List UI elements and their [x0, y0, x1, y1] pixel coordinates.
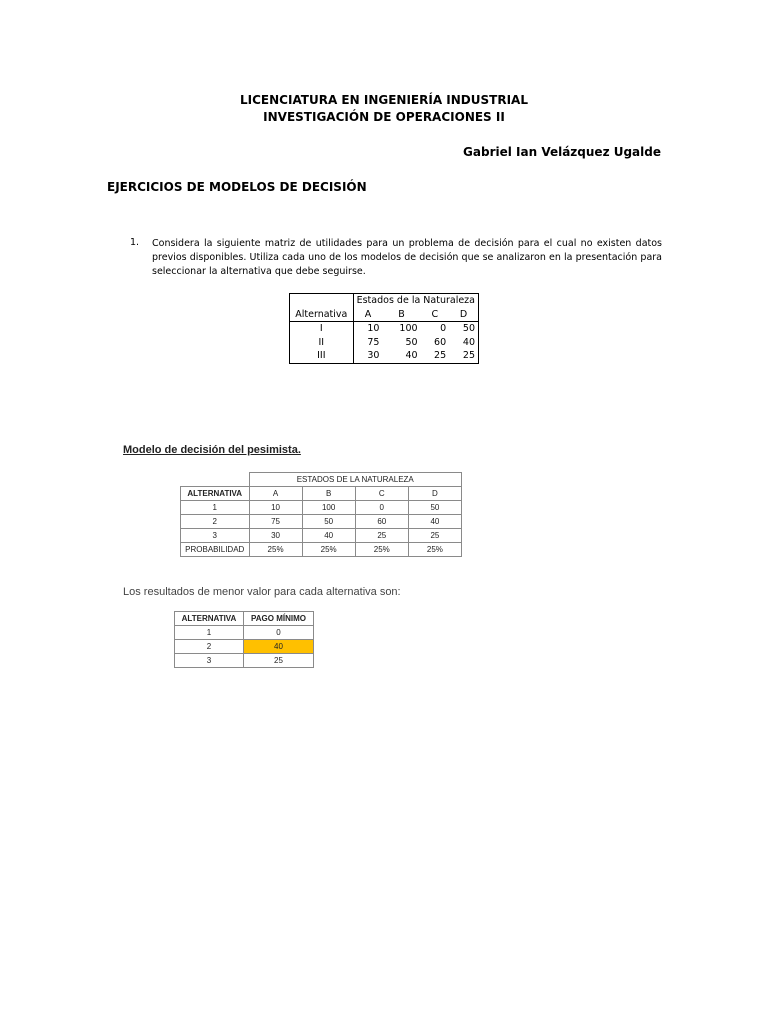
states-header: Estados de la Naturaleza: [356, 295, 475, 307]
table-cell: 25%: [302, 543, 355, 557]
states-header: ESTADOS DE LA NATURALEZA: [249, 473, 462, 487]
column-header: A: [249, 487, 302, 501]
table-cell: 25: [355, 529, 408, 543]
table-cell: 25: [244, 654, 314, 668]
table-cell: 40: [408, 515, 461, 529]
min-payoff-table: [174, 611, 314, 668]
column-header: B: [382, 308, 420, 322]
table-row: [181, 529, 462, 543]
table-cell: 60: [355, 515, 408, 529]
table-cell: 40: [302, 529, 355, 543]
course-title: INVESTIGACIÓN DE OPERACIONES II: [263, 110, 505, 124]
column-header: D: [449, 308, 478, 322]
table-cell: 40: [405, 350, 418, 362]
question-number: 1.: [130, 237, 140, 248]
pago-minimo-header: PAGO MÍNIMO: [244, 612, 314, 626]
table-cell: 100: [399, 323, 418, 335]
column-header: C: [355, 487, 408, 501]
table-cell: 50: [405, 336, 418, 348]
table-header-cell: [290, 294, 354, 308]
table-row: [175, 654, 314, 668]
table-cell: 40: [462, 336, 475, 348]
section-title: EJERCICIOS DE MODELOS DE DECISIÓN: [107, 180, 367, 194]
program-title: LICENCIATURA EN INGENIERÍA INDUSTRIAL: [240, 93, 528, 107]
table-cell: 100: [302, 501, 355, 515]
table-row: [175, 640, 314, 654]
question-text: Considera la siguiente matriz de utilidades para un problema de decisión para el cual no existen datos previos disponibles. Utiliza cada uno de los modelos de decisión que se analizaron en la presentación para seleccionar la alternativa que debe seguirse.: [152, 238, 662, 277]
table-row: [290, 322, 479, 336]
alternativa-header: ALTERNATIVA: [175, 612, 244, 626]
table-cell: 75: [367, 336, 380, 348]
utility-matrix-table: [289, 293, 479, 364]
table-row: [181, 543, 462, 557]
table-cell: 0: [355, 501, 408, 515]
pesimista-table: [180, 472, 462, 557]
row-label: I: [290, 322, 354, 336]
column-header: D: [408, 487, 461, 501]
table-cell: 25%: [408, 543, 461, 557]
table-row: [175, 626, 314, 640]
table-cell: 0: [440, 323, 447, 335]
row-label: 3: [181, 529, 250, 543]
table-cell: 30: [367, 350, 380, 362]
row-label: 2: [175, 640, 244, 654]
column-header: A: [353, 308, 382, 322]
table-row: [290, 336, 479, 350]
alternativa-header: Alternativa: [290, 308, 354, 322]
row-label: 1: [181, 501, 250, 515]
table-cell: 75: [249, 515, 302, 529]
column-header: B: [302, 487, 355, 501]
table-cell: 25: [408, 529, 461, 543]
table-header-cell: [181, 473, 250, 487]
row-label: PROBABILIDAD: [181, 543, 250, 557]
author-name: Gabriel Ian Velázquez Ugalde: [463, 145, 661, 159]
table-cell: 25: [462, 350, 475, 362]
table-row: [290, 349, 479, 363]
row-label: II: [290, 336, 354, 350]
pesimista-title: Modelo de decisión del pesimista.: [123, 444, 301, 456]
row-label: 3: [175, 654, 244, 668]
row-label: III: [290, 349, 354, 363]
table-row: [181, 515, 462, 529]
table-cell: 25%: [355, 543, 408, 557]
result-text: Los resultados de menor valor para cada alternativa son:: [123, 586, 401, 598]
table-cell: 30: [249, 529, 302, 543]
table-cell: 25: [434, 350, 447, 362]
table-cell: 50: [302, 515, 355, 529]
table-cell: 50: [462, 323, 475, 335]
table-cell: 10: [249, 501, 302, 515]
table-cell: 25%: [249, 543, 302, 557]
table-row: [181, 501, 462, 515]
row-label: 1: [175, 626, 244, 640]
column-header: C: [421, 308, 450, 322]
table-cell: 50: [408, 501, 461, 515]
alternativa-header: ALTERNATIVA: [181, 487, 250, 501]
table-cell: 60: [434, 336, 447, 348]
table-cell: 0: [244, 626, 314, 640]
row-label: 2: [181, 515, 250, 529]
table-cell: 10: [367, 323, 380, 335]
highlighted-cell: 40: [244, 640, 314, 654]
